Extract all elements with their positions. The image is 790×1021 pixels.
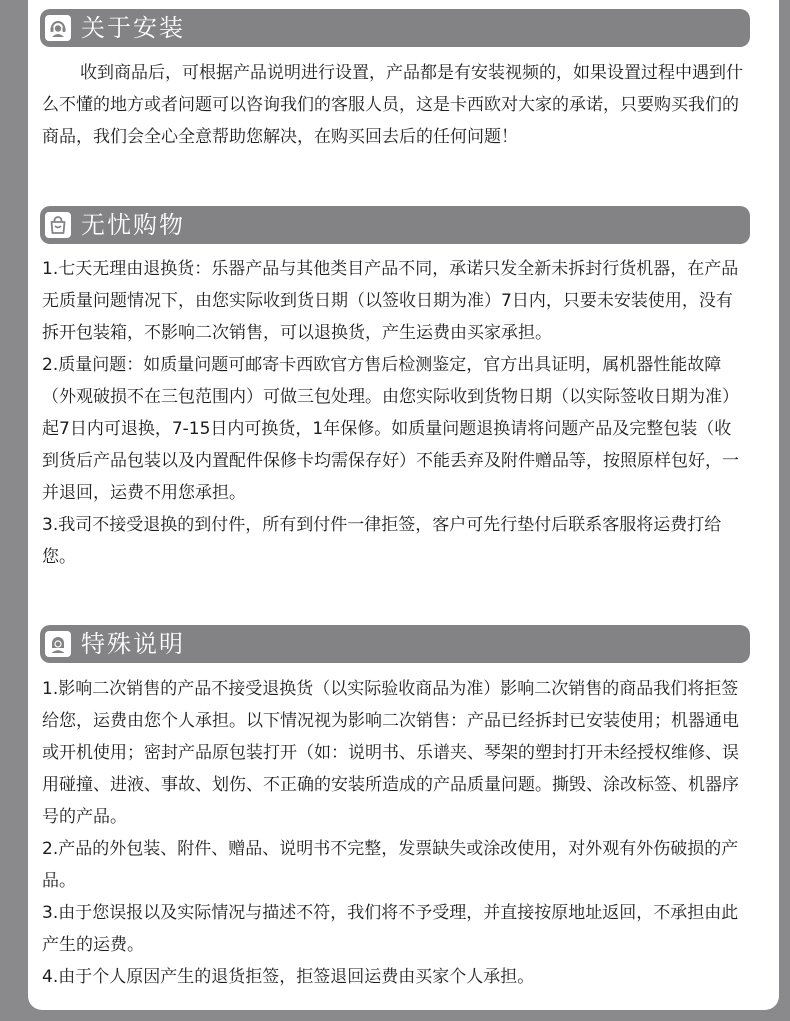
person-notice-icon — [45, 631, 71, 657]
paragraph: 1.影响二次销售的产品不接受退换货（以实际验收商品为准）影响二次销售的商品我们将拒签给您，运费由您个人承担。以下情况视为影响二次销售：产品已经拆封已安装使用；机器通电或开机使用；密封产品原包装打开（如：说明书、乐谱夹、琴架的塑封打开未经授权维修、误用碰撞、进液、事故、划伤、不正确的安装所造成的产品质量问题。撕毁、涂改标签、机器序号的产品。 — [42, 679, 739, 827]
section-header-install — [40, 9, 750, 47]
paragraph: 4.由于个人原因产生的退货拒签，拒签退回运费由买家个人承担。 — [42, 967, 535, 987]
section-title: 无忧购物 — [81, 211, 185, 239]
paragraph: 2.产品的外包装、附件、赠品、说明书不完整，发票缺失或涂改使用，对外观有外伤破损的产品。 — [42, 839, 739, 891]
section-header-worry-free — [40, 206, 750, 244]
shopping-bag-icon — [45, 212, 71, 238]
section-body-worry-free — [42, 253, 748, 573]
paragraph: 2.质量问题：如质量问题可邮寄卡西欧官方售后检测鉴定，官方出具证明，属机器性能故障（外观破损不在三包范围内）可做三包处理。由您实际收到货物日期（以实际签收日期为准）起7日内可退换，7-15日内可换货，1年保修。如质量问题退换请将问题产品及完整包装（收到货后产品包装以及内置配件保修卡均需保存好）不能丢弃及附件赠品等，按照原样包好，一并退回，运费不用您承担。 — [42, 355, 739, 503]
paragraph: 1.七天无理由退换货：乐器产品与其他类目产品不同，承诺只发全新未拆封行货机器，在产品无质量问题情况下，由您实际收到货日期（以签收日期为准）7日内，只要未安装使用，没有拆开包装箱，不影响二次销售，可以退换货，产生运费由买家承担。 — [42, 259, 739, 343]
section-title: 特殊说明 — [81, 630, 185, 658]
headset-agent-icon — [45, 15, 71, 41]
paragraph: 3.由于您误报以及实际情况与描述不符，我们将不予受理，并直接按原地址返回，不承担由此产生的运费。 — [42, 903, 739, 955]
section-header-special-notes — [40, 625, 750, 663]
section-body-install — [42, 57, 748, 153]
paragraph: 收到商品后，可根据产品说明进行设置，产品都是有安装视频的，如果设置过程中遇到什么不懂的地方或者问题可以咨询我们的客服人员，这是卡西欧对大家的承诺，只要购买我们的商品，我们会全心全意帮助您解决，在购买回去后的任何问题！ — [42, 63, 743, 147]
section-body-special-notes — [42, 673, 748, 993]
paragraph: 3.我司不接受退换的到付件，所有到付件一律拒签，客户可先行垫付后联系客服将运费打给您。 — [42, 515, 722, 567]
section-title: 关于安装 — [81, 14, 185, 42]
